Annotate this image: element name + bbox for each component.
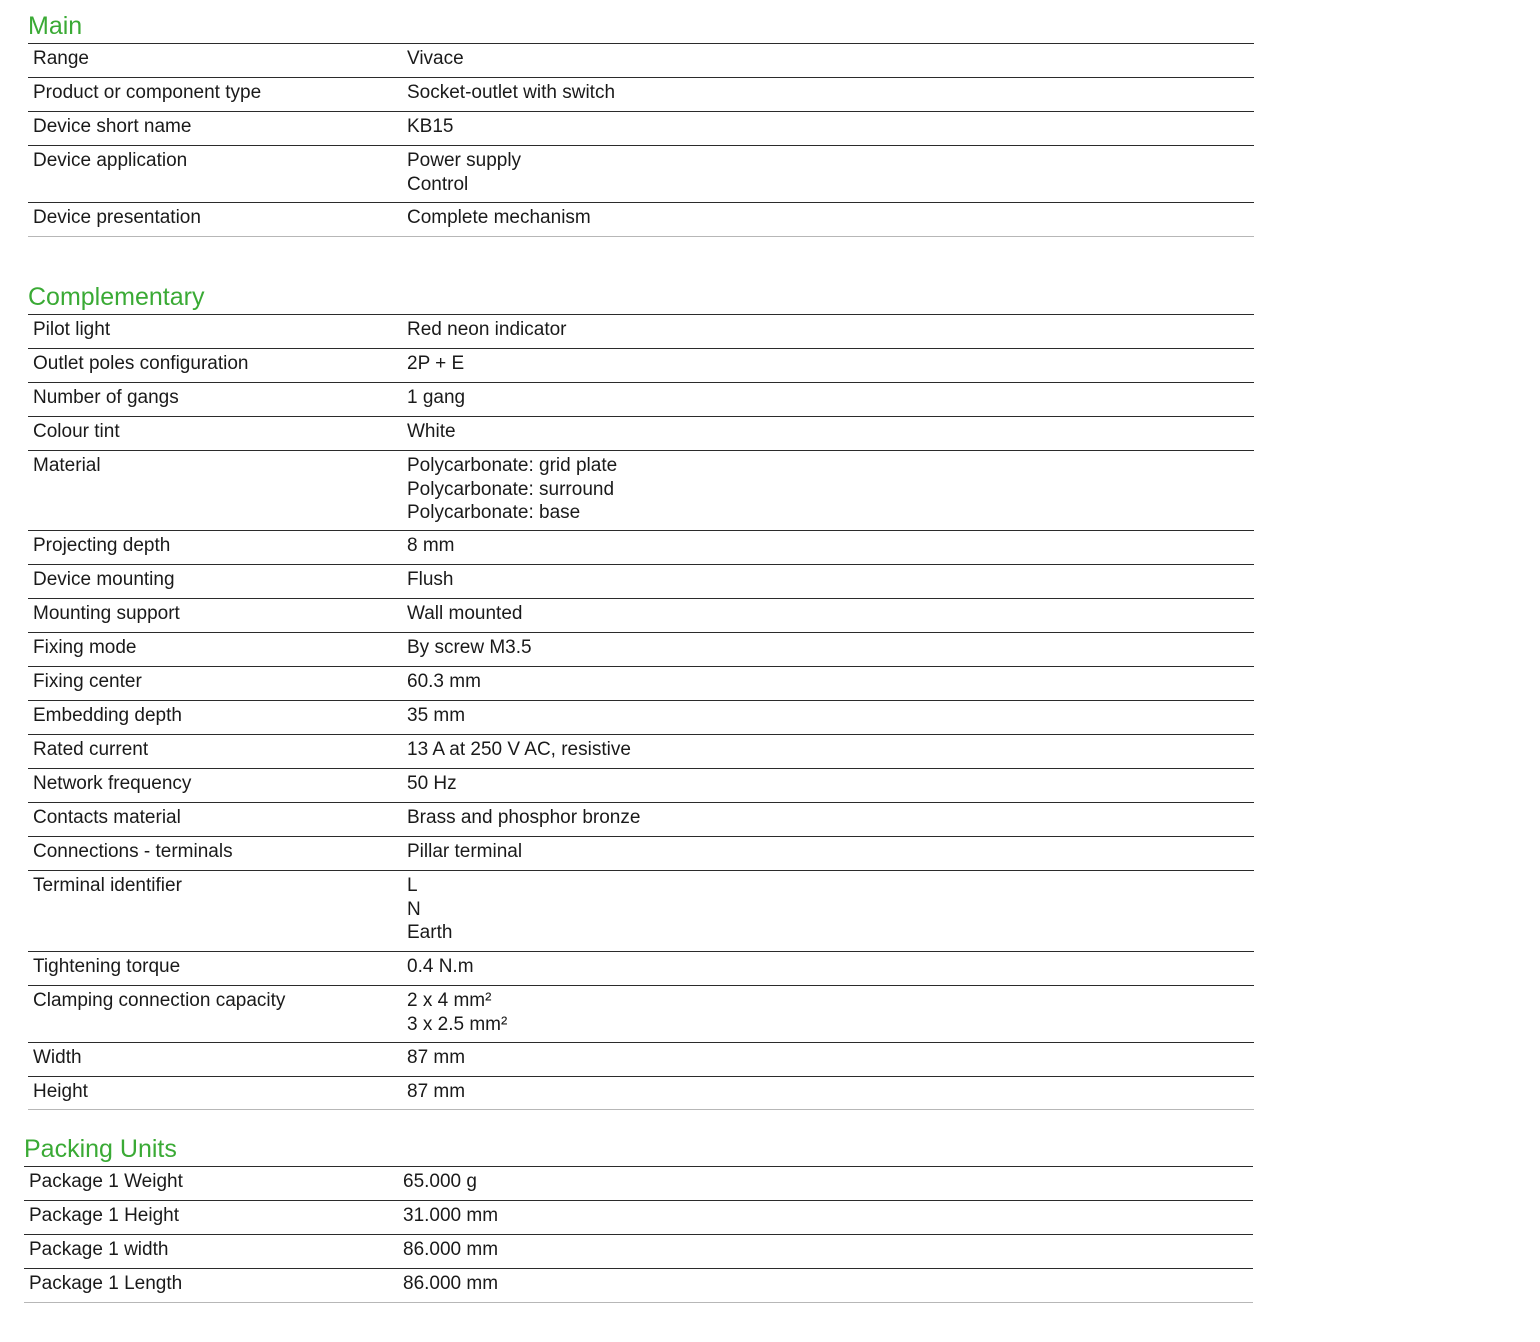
table-row bbox=[28, 145, 1254, 202]
row-label: Device presentation bbox=[33, 207, 201, 228]
row-label: Mounting support bbox=[33, 603, 180, 624]
table-row bbox=[28, 632, 1254, 666]
row-value: 50 Hz bbox=[407, 773, 457, 794]
row-value: Vivace bbox=[407, 48, 464, 69]
row-label: Clamping connection capacity bbox=[33, 990, 286, 1011]
table-row bbox=[28, 666, 1254, 700]
row-value: 87 mm bbox=[407, 1047, 466, 1068]
row-value: 1 gang bbox=[407, 387, 466, 408]
row-label: Number of gangs bbox=[33, 387, 179, 408]
row-value: 86.000 mm bbox=[403, 1239, 499, 1260]
table-row bbox=[28, 768, 1254, 802]
table-row bbox=[28, 836, 1254, 870]
table-row bbox=[28, 1076, 1254, 1110]
section-title: Main bbox=[28, 12, 83, 40]
table-row bbox=[28, 202, 1254, 237]
spec-table bbox=[28, 314, 1254, 1110]
row-value: Wall mounted bbox=[407, 603, 523, 624]
row-value: 87 mm bbox=[407, 1081, 466, 1102]
row-label: Package 1 Length bbox=[29, 1273, 183, 1294]
row-label: Device short name bbox=[33, 116, 192, 137]
row-value: Red neon indicator bbox=[407, 319, 567, 340]
row-label: Device application bbox=[33, 150, 188, 171]
row-value: 65.000 g bbox=[403, 1171, 477, 1192]
spec-table bbox=[24, 1166, 1253, 1303]
row-label: Material bbox=[33, 455, 101, 476]
row-label: Device mounting bbox=[33, 569, 175, 590]
row-label: Terminal identifier bbox=[33, 875, 182, 896]
table-row bbox=[28, 951, 1254, 985]
row-value: 31.000 mm bbox=[403, 1205, 499, 1226]
table-row bbox=[28, 700, 1254, 734]
row-label: Outlet poles configuration bbox=[33, 353, 249, 374]
row-label: Rated current bbox=[33, 739, 149, 760]
row-value: KB15 bbox=[407, 116, 454, 137]
row-label: Width bbox=[33, 1047, 82, 1068]
row-value: Complete mechanism bbox=[407, 207, 591, 228]
row-label: Package 1 Weight bbox=[29, 1171, 183, 1192]
table-row bbox=[28, 450, 1254, 530]
row-value: 60.3 mm bbox=[407, 671, 481, 692]
row-label: Fixing center bbox=[33, 671, 142, 692]
row-label: Contacts material bbox=[33, 807, 181, 828]
row-label: Projecting depth bbox=[33, 535, 171, 556]
table-row bbox=[28, 802, 1254, 836]
table-row bbox=[28, 43, 1254, 77]
table-row bbox=[24, 1268, 1253, 1303]
row-value: Power supply Control bbox=[407, 150, 522, 195]
table-row bbox=[28, 985, 1254, 1042]
row-label: Embedding depth bbox=[33, 705, 182, 726]
table-row bbox=[28, 348, 1254, 382]
row-value: 86.000 mm bbox=[403, 1273, 499, 1294]
row-label: Fixing mode bbox=[33, 637, 137, 658]
spec-table bbox=[28, 43, 1254, 237]
row-value: 0.4 N.m bbox=[407, 956, 474, 977]
table-row bbox=[24, 1234, 1253, 1268]
section-title: Packing Units bbox=[24, 1135, 177, 1163]
row-value: 2P + E bbox=[407, 353, 465, 374]
row-label: Pilot light bbox=[33, 319, 111, 340]
table-row bbox=[28, 416, 1254, 450]
row-value: Polycarbonate: grid plate Polycarbonate: surround Polycarbonate: base bbox=[407, 455, 618, 523]
table-row bbox=[28, 870, 1254, 951]
row-value: 35 mm bbox=[407, 705, 466, 726]
row-value: By screw M3.5 bbox=[407, 637, 532, 658]
row-label: Product or component type bbox=[33, 82, 262, 103]
row-value: Socket-outlet with switch bbox=[407, 82, 616, 103]
row-value: Brass and phosphor bronze bbox=[407, 807, 641, 828]
table-row bbox=[28, 598, 1254, 632]
table-row bbox=[24, 1166, 1253, 1200]
section-title: Complementary bbox=[28, 283, 205, 311]
table-row bbox=[24, 1200, 1253, 1234]
table-row bbox=[28, 77, 1254, 111]
row-value: Flush bbox=[407, 569, 454, 590]
row-value: L N Earth bbox=[407, 875, 453, 943]
row-label: Package 1 width bbox=[29, 1239, 169, 1260]
table-row bbox=[28, 564, 1254, 598]
table-row bbox=[28, 530, 1254, 564]
table-row bbox=[28, 382, 1254, 416]
row-value: 2 x 4 mm² 3 x 2.5 mm² bbox=[407, 990, 508, 1035]
table-row bbox=[28, 111, 1254, 145]
table-row bbox=[28, 734, 1254, 768]
row-label: Colour tint bbox=[33, 421, 120, 442]
row-label: Connections - terminals bbox=[33, 841, 233, 862]
row-label: Network frequency bbox=[33, 773, 192, 794]
row-label: Tightening torque bbox=[33, 956, 181, 977]
table-row bbox=[28, 1042, 1254, 1076]
row-label: Package 1 Height bbox=[29, 1205, 179, 1226]
row-label: Height bbox=[33, 1081, 88, 1102]
row-value: 13 A at 250 V AC, resistive bbox=[407, 739, 631, 760]
row-value: White bbox=[407, 421, 456, 442]
row-value: 8 mm bbox=[407, 535, 455, 556]
table-row bbox=[28, 314, 1254, 348]
row-value: Pillar terminal bbox=[407, 841, 523, 862]
row-label: Range bbox=[33, 48, 89, 69]
